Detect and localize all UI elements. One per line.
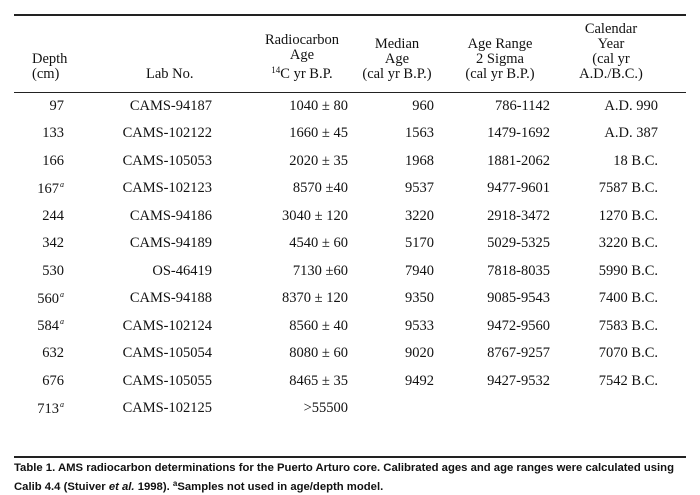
cell-depth-text: 530 [42,262,64,279]
cell-lab-no [98,367,226,395]
header-depth [14,16,98,92]
cell-median-age [358,92,448,120]
table-row [14,202,686,230]
cell-depth [14,285,98,313]
cell-lab-no-text: OS-46419 [152,262,212,279]
cell-radiocarbon-age [226,395,358,423]
cell-median-age [358,257,448,285]
header-radiocarbon-line2: Age [289,47,315,63]
header-median [358,16,448,92]
bottom-rule [14,456,686,458]
cell-depth-text: 560 [37,290,59,307]
cell-calendar-year [562,175,686,203]
cell-calendar-year-text: A.D. 990 [604,97,658,114]
cell-age-range-text: 9472-9560 [487,317,550,334]
cell-depth-text: 133 [42,125,64,141]
cell-calendar-year [562,367,686,395]
cell-depth [14,120,98,148]
cell-radiocarbon-age [226,312,358,340]
cell-radiocarbon-age-text: 8370 ± 120 [282,290,348,306]
cell-calendar-year [562,147,686,175]
table-row [14,395,686,423]
caption-italic: et al. [108,481,135,493]
cell-lab-no [98,257,226,285]
header-radiocarbon-line3 [246,63,358,82]
cell-lab-no-text: CAMS-94187 [129,97,212,114]
cell-age-range-text: 9427-9532 [487,372,550,389]
cell-median-age [358,367,448,395]
cell-median-age-text: 9533 [405,317,434,334]
cell-median-age-text: 1563 [405,125,434,141]
cell-depth [14,312,98,340]
radiocarbon-table [14,16,686,422]
cell-calendar-year [562,340,686,368]
cell-lab-no [98,147,226,175]
header-range-line1: Age Range [467,36,533,52]
cell-median-age [358,202,448,230]
cell-depth [14,147,98,175]
cell-calendar-year [562,285,686,313]
cell-radiocarbon-age-text: 8570 ±40 [292,180,348,196]
footnote-marker: a [60,317,64,326]
header-median-line1: Median [374,36,420,52]
table-row [14,257,686,285]
header-radiocarbon-unit: C yr B.P. [280,66,333,82]
cell-median-age [358,395,448,423]
cell-lab-no-text: CAMS-102124 [122,317,212,334]
cell-age-range [448,147,562,175]
cell-calendar-year-text: A.D. 387 [604,125,658,141]
cell-radiocarbon-age-text: 1040 ± 80 [289,97,348,114]
footnote-marker: a [60,399,64,409]
cell-calendar-year-text: 18 B.C. [613,152,658,169]
cell-lab-no [98,202,226,230]
header-calendar [562,16,686,92]
cell-lab-no [98,92,226,120]
cell-lab-no-text: CAMS-105054 [122,345,212,361]
cell-median-age-text: 9350 [405,290,434,306]
cell-calendar-year [562,202,686,230]
cell-depth [14,230,98,258]
cell-depth [14,175,98,203]
cell-age-range-text: 8767-9257 [487,345,550,361]
cell-depth-text: 676 [42,372,64,389]
cell-depth [14,395,98,423]
cell-calendar-year [562,230,686,258]
cell-lab-no-text: CAMS-105053 [122,152,212,169]
cell-age-range [448,312,562,340]
table-row [14,367,686,395]
cell-age-range-text: 2918-3472 [487,207,550,224]
cell-calendar-year-text: 7400 B.C. [598,290,658,306]
cell-depth-text: 244 [42,207,64,224]
cell-median-age-text: 3220 [405,207,434,224]
isotope-superscript: 14 [271,65,281,75]
cell-age-range-text: 1881-2062 [487,152,550,169]
cell-lab-no [98,340,226,368]
cell-median-age-text: 1968 [405,152,434,169]
cell-calendar-year-text: 1270 B.C. [598,207,658,224]
cell-median-age [358,312,448,340]
cell-depth-text: 97 [49,97,64,114]
cell-calendar-year-text: 7583 B.C. [598,317,658,334]
cell-radiocarbon-age [226,147,358,175]
cell-median-age [358,340,448,368]
cell-age-range [448,285,562,313]
table-body [14,92,686,422]
header-range-line2: 2 Sigma [476,51,524,67]
table-caption [14,461,694,495]
cell-age-range [448,257,562,285]
cell-age-range [448,367,562,395]
header-median-line2: Age [384,51,410,67]
cell-radiocarbon-age-text: 2020 ± 35 [289,152,348,169]
cell-depth [14,257,98,285]
cell-radiocarbon-age-text: 8560 ± 40 [289,317,348,334]
caption-footnote-marker: a [172,479,178,488]
cell-calendar-year [562,395,686,423]
cell-age-range [448,340,562,368]
cell-depth-text: 166 [42,152,64,169]
cell-depth [14,202,98,230]
table-row [14,340,686,368]
cell-radiocarbon-age-text: 8080 ± 60 [289,345,348,361]
cell-radiocarbon-age [226,92,358,120]
header-depth-text: Depth (cm) [32,51,68,82]
cell-median-age [358,230,448,258]
cell-median-age [358,120,448,148]
footnote-marker: a [60,289,64,299]
caption-text: Table 1. AMS radiocarbon determinations for the Puerto Arturo core. Calibrated ages and age ranges were calculated using Calib 4.4 (Stuiver [14,462,674,493]
cell-radiocarbon-age-text: 7130 ±60 [292,262,348,279]
cell-age-range [448,120,562,148]
cell-radiocarbon-age-text: 4540 ± 60 [289,235,348,251]
caption-footnote: Samples not used in age/depth model. [177,481,384,493]
cell-depth-text: 584 [37,318,59,334]
cell-age-range [448,175,562,203]
cell-lab-no-text: CAMS-94189 [129,235,212,251]
cell-depth-text: 713 [37,400,59,417]
cell-calendar-year-text: 3220 B.C. [598,235,658,251]
cell-depth-text: 632 [42,345,64,361]
cell-lab-no-text: CAMS-102122 [122,125,212,141]
cell-calendar-year-text: 7542 B.C. [598,372,658,389]
caption-text-end: 1998). [134,481,170,493]
cell-lab-no [98,285,226,313]
cell-calendar-year-text: 7587 B.C. [598,180,658,196]
header-lab-text: Lab No. [146,66,194,82]
cell-radiocarbon-age-text: >55500 [303,400,348,416]
cell-median-age-text: 9492 [405,372,434,389]
cell-age-range [448,230,562,258]
cell-median-age [358,147,448,175]
cell-median-age-text: 9537 [405,180,434,196]
cell-median-age-text: 7940 [405,262,434,279]
cell-radiocarbon-age [226,202,358,230]
header-radiocarbon [226,16,358,92]
cell-lab-no-text: CAMS-105055 [122,372,212,389]
cell-radiocarbon-age [226,257,358,285]
cell-median-age [358,285,448,313]
cell-age-range [448,395,562,423]
cell-lab-no-text: CAMS-94188 [129,290,212,306]
cell-radiocarbon-age-text: 1660 ± 45 [289,125,348,141]
cell-calendar-year [562,312,686,340]
cell-lab-no [98,395,226,423]
cell-age-range [448,202,562,230]
cell-depth-text: 167 [37,180,59,197]
cell-calendar-year-text: 5990 B.C. [598,262,658,279]
cell-radiocarbon-age [226,367,358,395]
cell-radiocarbon-age-text: 3040 ± 120 [282,207,348,224]
cell-lab-no-text: CAMS-102125 [122,400,212,416]
table-row [14,92,686,120]
table-row [14,175,686,203]
cell-radiocarbon-age-text: 8465 ± 35 [289,372,348,389]
cell-depth [14,367,98,395]
header-lab [98,16,226,92]
cell-depth [14,92,98,120]
cell-radiocarbon-age [226,340,358,368]
footnote-marker: a [60,179,64,189]
cell-calendar-year [562,257,686,285]
cell-lab-no [98,175,226,203]
header-range-line3: (cal yr B.P.) [465,66,535,82]
header-radiocarbon-line1: Radiocarbon [264,32,340,48]
header-calendar-line1: Calendar [584,21,638,37]
cell-depth [14,340,98,368]
cell-median-age [358,175,448,203]
cell-age-range-text: 9085-9543 [487,290,550,306]
cell-age-range-text: 5029-5325 [487,235,550,251]
cell-age-range [448,92,562,120]
table-row [14,230,686,258]
cell-radiocarbon-age [226,120,358,148]
cell-median-age-text: 5170 [405,235,434,251]
cell-lab-no-text: CAMS-102123 [122,180,212,196]
cell-age-range-text: 7818-8035 [487,262,550,279]
header-median-line3: (cal yr B.P.) [362,66,432,82]
cell-calendar-year [562,92,686,120]
table-row [14,285,686,313]
cell-age-range-text: 786-1142 [494,97,550,114]
cell-calendar-year-text: 7070 B.C. [598,345,658,361]
cell-lab-no-text: CAMS-94186 [129,207,212,224]
cell-radiocarbon-age [226,285,358,313]
table-row [14,312,686,340]
table-row [14,147,686,175]
cell-lab-no [98,230,226,258]
header-range [448,16,562,92]
header-calendar-line3: (cal yr A.D./B.C.) [579,51,643,82]
header-calendar-line2: Year [597,36,625,52]
cell-radiocarbon-age [226,230,358,258]
cell-age-range-text: 1479-1692 [487,125,550,141]
table-row [14,120,686,148]
cell-calendar-year [562,120,686,148]
cell-median-age-text: 960 [412,97,434,114]
cell-age-range-text: 9477-9601 [487,180,550,196]
cell-depth-text: 342 [42,235,64,251]
cell-radiocarbon-age [226,175,358,203]
header-row [14,16,686,92]
cell-lab-no [98,312,226,340]
cell-lab-no [98,120,226,148]
cell-median-age-text: 9020 [405,345,434,361]
